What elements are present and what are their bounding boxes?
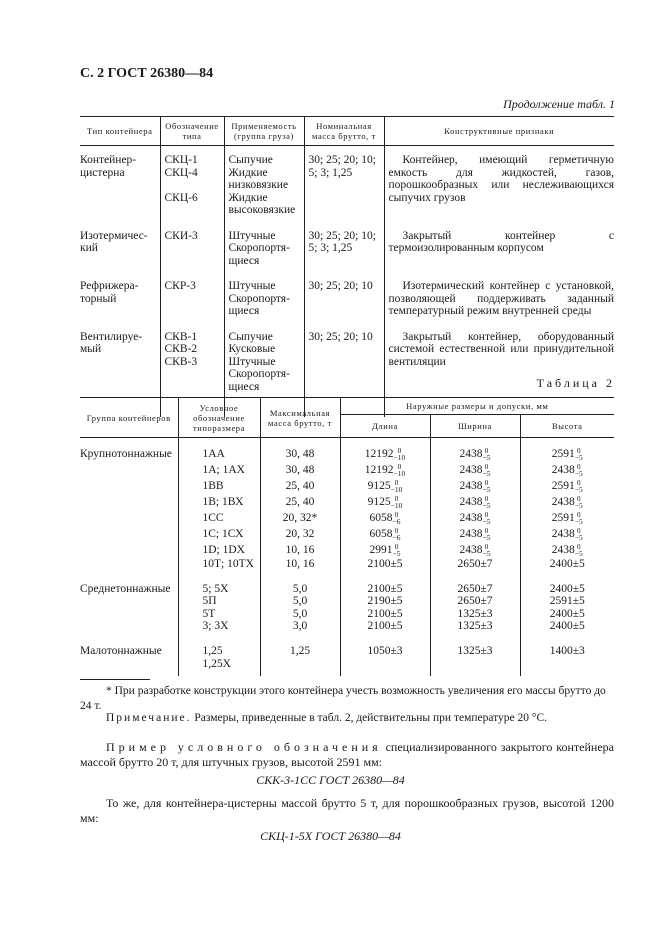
t2-width-lower: −5 (482, 517, 491, 527)
t2-height-tolerance (575, 543, 583, 557)
t2-width-tolerance (483, 447, 491, 461)
example-label: Пример условного обозначения (106, 740, 382, 754)
t2-height-base: 2438 (551, 544, 575, 556)
t2-cell-width (430, 542, 520, 558)
t1-type-line: Изотермичес- (80, 229, 148, 242)
t2-header-dims: Наружные размеры и допуски, мм (340, 398, 614, 415)
t2-length-base: 2190±5 (367, 595, 403, 608)
t2-cell-height (520, 542, 614, 558)
t2-header-height: Высота (520, 415, 614, 438)
t2-cell-length (340, 462, 430, 478)
t1-type-line: цистерна (80, 166, 125, 179)
t2-length-base: 2100±5 (367, 558, 403, 570)
t2-width-upper: 0 (484, 478, 489, 488)
t2-cell-length (340, 478, 430, 494)
t2-height-base: 2438 (551, 464, 575, 476)
t2-cell-group (80, 542, 178, 558)
t2-height-base: 2400±5 (549, 582, 585, 595)
t1-header-usage: Применяемость (группа груза) (224, 117, 304, 146)
t2-cell-mass: 30, 48 (260, 438, 340, 463)
t2-height-base: 2591 (551, 448, 575, 460)
t2-cell-group (80, 608, 178, 621)
t2-height-base: 2400±5 (549, 607, 585, 620)
t1-cell-code (160, 146, 224, 217)
t2-length-base: 2991 (369, 544, 393, 556)
designation-2: СКЦ-1-5Х ГОСТ 26380—84 (260, 829, 401, 843)
t2-cell-designation: 1СС (178, 510, 260, 526)
t2-length-upper: 0 (397, 462, 402, 472)
t1-usage-line: Жидкие (228, 191, 268, 204)
t1-usage-line: Сыпучие (228, 154, 273, 166)
t1-code-line: СКЦ-1 (164, 154, 198, 166)
t2-length-base: 2100±5 (367, 582, 403, 595)
t1-usage-line: высоковязкие (228, 204, 296, 216)
t2-height-base: 2438 (551, 496, 575, 508)
t1-cell-features: Контейнер, имеющий герметичную емкость для жидкостей, газов, порошкообразных или неслеживающихся сыпучих грузов (384, 146, 614, 217)
t2-cell-mass: 20, 32 (260, 526, 340, 542)
t2-cell-mass: 10, 16 (260, 542, 340, 558)
note-text: Размеры, приведенные в табл. 2, действительны при температуре 20 °С. (191, 712, 548, 724)
t2-cell-height (520, 620, 614, 633)
t2-height-lower: −5 (574, 453, 583, 463)
t2-cell-group: Малотоннажные (80, 644, 162, 657)
t2-length-base: 2100±5 (367, 607, 403, 620)
t2-length-base: 12192 (364, 448, 394, 460)
t1-usage-line: Скоропортя- (228, 292, 290, 305)
t2-width-base: 2438 (459, 496, 483, 508)
t2-length-upper: 0 (397, 446, 402, 456)
t1-cell-mass (304, 146, 384, 217)
t1-cell-type (80, 217, 160, 268)
t2-width-lower: −5 (482, 549, 491, 559)
t2-cell-width (430, 595, 520, 608)
t2-cell-height (520, 571, 614, 596)
t2-length-upper: 0 (394, 494, 399, 504)
t1-mass-line: 5; 3; 1,25 (308, 166, 353, 179)
t2-row (80, 633, 614, 676)
t1-row (80, 267, 614, 318)
t2-row (80, 462, 614, 478)
t1-usage-line: Скоропортя- (228, 368, 290, 380)
t2-cell-width (430, 438, 520, 463)
t2-length-lower: −10 (393, 453, 406, 463)
t2-cell-designation: 10Т; 10ТХ (178, 558, 260, 571)
t2-cell-group (80, 494, 178, 510)
t2-cell-group (80, 620, 178, 633)
t2-width-tolerance (483, 463, 491, 477)
t1-code-line: СКВ-3 (164, 355, 198, 368)
t2-height-base: 2438 (551, 528, 575, 540)
t2-des-line: 1,25Х (202, 657, 231, 670)
t2-length-upper: 0 (394, 526, 399, 536)
t2-cell-width (430, 571, 520, 596)
t2-cell-height (520, 608, 614, 621)
t2-width-base: 1325±3 (457, 607, 493, 620)
t2-cell-designation: 1В; 1ВХ (178, 494, 260, 510)
t1-cell-usage (224, 217, 304, 268)
t1-usage-line: щиеся (228, 305, 260, 317)
t1-cell-type (80, 267, 160, 318)
t2-height-lower: −5 (574, 501, 583, 511)
t1-usage-line: Штучные (228, 280, 276, 292)
t2-length-tolerance (394, 463, 406, 477)
t2-height-upper: 0 (576, 526, 581, 536)
t2-length-tolerance (393, 543, 401, 557)
t1-type-line: мый (80, 343, 102, 355)
t2-cell-designation: 3; 3Х (178, 620, 260, 633)
table-1 (80, 116, 614, 417)
note (80, 712, 614, 724)
t2-width-upper: 0 (484, 494, 489, 504)
t2-width-base: 2438 (459, 512, 483, 524)
t1-header-features: Конструктивные признаки (384, 117, 614, 146)
t2-height-lower: −5 (574, 533, 583, 543)
t2-cell-mass: 30, 48 (260, 462, 340, 478)
t2-cell-length (340, 438, 430, 463)
t2-header-mass: Максимальная масса брутто, т (260, 398, 340, 438)
t2-length-tolerance (391, 495, 403, 509)
t2-width-tolerance (483, 495, 491, 509)
t2-cell-group (80, 510, 178, 526)
t2-cell-designation: 5П (178, 595, 260, 608)
t1-mass-line: 30; 25; 20; 10; (308, 154, 376, 166)
t2-height-lower: −5 (574, 485, 583, 495)
t2-row (80, 620, 614, 633)
t2-width-base: 2650±7 (457, 595, 493, 608)
t2-cell-height (520, 462, 614, 478)
t2-cell-height (520, 595, 614, 608)
t2-cell-group: Среднетоннажные (80, 582, 171, 595)
t1-mass-line: 30; 25; 20; 10; (308, 229, 376, 242)
t2-width-base: 2650±7 (457, 582, 493, 595)
t1-code-line: СКИ-3 (164, 229, 198, 242)
t2-height-tolerance (575, 479, 583, 493)
t1-type-line: Вентилируе- (80, 330, 143, 343)
t2-height-tolerance (575, 511, 583, 525)
t2-cell-length (340, 620, 430, 633)
t2-cell-height (520, 558, 614, 571)
table-2-caption: Таблица 2 (536, 376, 615, 390)
t2-length-base: 9125 (367, 496, 391, 508)
t2-row (80, 571, 614, 596)
t2-row (80, 526, 614, 542)
t1-usage-line: Жидкие (228, 166, 268, 179)
t2-cell-group (80, 595, 178, 608)
t2-width-tolerance (483, 543, 491, 557)
t2-cell-designation (178, 633, 260, 676)
t2-cell-height (520, 510, 614, 526)
page-header: С. 2 ГОСТ 26380—84 (80, 66, 214, 81)
t2-row (80, 510, 614, 526)
t2-width-upper: 0 (484, 462, 489, 472)
t2-row (80, 542, 614, 558)
t2-width-lower: −5 (482, 453, 491, 463)
t2-cell-designation: 1А; 1АХ (178, 462, 260, 478)
t2-body (80, 438, 614, 677)
t1-code-line: СКЦ-4 (164, 166, 198, 179)
t1-mass-line: 30; 25; 20; 10 (308, 280, 373, 292)
t2-length-lower: −6 (392, 533, 401, 543)
t2-header-designation: Условное обозначение типоразмера (178, 398, 260, 438)
t2-height-tolerance (575, 527, 583, 541)
t2-height-lower: −5 (574, 549, 583, 559)
t2-cell-height (520, 438, 614, 463)
t2-height-upper: 0 (576, 542, 581, 552)
t1-usage-line: щиеся (228, 380, 260, 393)
t1-usage-line: щиеся (228, 254, 260, 267)
t2-height-base: 2591 (551, 480, 575, 492)
t1-header-type: Тип контейнера (80, 117, 160, 146)
t2-cell-designation: 1D; 1DX (178, 542, 260, 558)
t2-width-base: 2438 (459, 448, 483, 460)
t2-height-base: 2400±5 (549, 620, 585, 633)
t2-cell-mass: 25, 40 (260, 478, 340, 494)
t2-length-upper: 0 (394, 478, 399, 488)
t2-cell-height (520, 526, 614, 542)
t2-row (80, 608, 614, 621)
t1-usage-line: Штучные (228, 229, 276, 242)
t1-code-line (165, 179, 220, 192)
t2-cell-mass: 3,0 (260, 620, 340, 633)
t2-cell-mass: 20, 32* (260, 510, 340, 526)
t1-cell-mass (304, 267, 384, 318)
t2-cell-width (430, 478, 520, 494)
t2-cell-mass: 5,0 (260, 595, 340, 608)
t2-width-base: 1325±3 (457, 644, 493, 657)
t2-cell-mass: 5,0 (260, 571, 340, 596)
t2-cell-length (340, 526, 430, 542)
t2-length-upper: 0 (394, 542, 399, 552)
t1-usage-line: Скоропортя- (228, 242, 290, 254)
t2-cell-width (430, 494, 520, 510)
t1-cell-features: Закрытый контейнер с термоизолированным корпусом (384, 217, 614, 268)
t2-height-base: 1400±3 (549, 644, 585, 657)
t2-cell-width (430, 558, 520, 571)
t1-cell-usage (224, 267, 304, 318)
t1-header-code: Обозначение типа (160, 117, 224, 146)
t2-length-tolerance (394, 447, 406, 461)
t2-row (80, 558, 614, 571)
t1-body (80, 146, 614, 418)
t2-header-width: Ширина (430, 415, 520, 438)
t2-cell-group (80, 478, 178, 494)
t1-cell-features: Закрытый контейнер, оборудованный системой естественной или принудительной вентиляции (384, 318, 614, 418)
t2-header-length: Длина (340, 415, 430, 438)
t1-code-line: СКВ-1 (164, 330, 198, 343)
footnote: * При разработке конструкции этого контейнера учесть возможность увеличения его массы брутто до 24 т. (80, 685, 606, 712)
t2-height-upper: 0 (576, 494, 581, 504)
t1-cell-features: Изотермический контейнер с установкой, позволяющей поддерживать заданный температурный режим внутренней среды (384, 267, 614, 318)
t2-height-tolerance (575, 495, 583, 509)
note-label: Примечание. (106, 712, 192, 724)
t2-row (80, 478, 614, 494)
t1-cell-type (80, 146, 160, 217)
t2-cell-designation: 1С; 1СХ (178, 526, 260, 542)
t1-type-line: Контейнер- (80, 154, 137, 166)
t2-cell-length (340, 608, 430, 621)
t1-usage-line: низковязкие (228, 179, 289, 191)
t1-cell-mass (304, 217, 384, 268)
t2-width-upper: 0 (484, 542, 489, 552)
example-paragraph (80, 740, 614, 770)
t2-cell-group (80, 526, 178, 542)
t2-cell-designation: 1ВВ (178, 478, 260, 494)
t2-cell-length (340, 510, 430, 526)
t2-length-base: 12192 (364, 464, 394, 476)
t2-row (80, 494, 614, 510)
t1-code-line: СКЦ-6 (164, 191, 198, 204)
t2-cell-width (430, 633, 520, 676)
t2-des-line: 1,25 (202, 644, 223, 657)
t2-height-upper: 0 (576, 446, 581, 456)
t2-length-lower: −6 (392, 517, 401, 527)
t1-cell-code (160, 267, 224, 318)
t2-width-base: 2438 (459, 480, 483, 492)
t1-mass-line: 5; 3; 1,25 (308, 242, 353, 254)
t2-cell-designation: 5Т (178, 608, 260, 621)
t2-width-upper: 0 (484, 526, 489, 536)
t1-cell-usage (224, 146, 304, 217)
t2-width-base: 2650±7 (457, 558, 493, 570)
t2-cell-height (520, 494, 614, 510)
t2-width-base: 2438 (459, 464, 483, 476)
t2-width-lower: −5 (482, 469, 491, 479)
t2-header-group: Группа контейнеров (80, 398, 178, 438)
t2-cell-width (430, 510, 520, 526)
t2-height-base: 2591 (551, 512, 575, 524)
t2-cell-length (340, 571, 430, 596)
t2-height-base: 2591±5 (549, 595, 585, 608)
t1-mass-line: 30; 25; 20; 10 (308, 330, 373, 343)
t2-cell-group (80, 558, 178, 571)
t2-width-tolerance (483, 527, 491, 541)
t2-cell-designation: 1АА (178, 438, 260, 463)
t2-cell-mass: 25, 40 (260, 494, 340, 510)
t2-width-lower: −5 (482, 485, 491, 495)
t2-cell-length (340, 558, 430, 571)
designation-1: СКК-3-1СС ГОСТ 26380—84 (256, 773, 405, 787)
t2-length-lower: −10 (390, 485, 403, 495)
t1-type-line: кий (80, 242, 98, 254)
continuation-label: Продолжение табл. 1 (503, 97, 615, 111)
t2-width-base: 2438 (459, 544, 483, 556)
t2-width-lower: −5 (482, 533, 491, 543)
t2-length-base: 6058 (369, 528, 393, 540)
t2-cell-length (340, 595, 430, 608)
t1-usage-line: Сыпучие (228, 330, 273, 343)
t2-cell-width (430, 620, 520, 633)
t2-length-lower: −10 (390, 501, 403, 511)
t2-cell-mass: 1,25 (260, 633, 340, 676)
t2-cell-mass: 10, 16 (260, 558, 340, 571)
t1-type-line: Рефрижера- (80, 280, 139, 292)
t2-length-base: 1050±3 (367, 644, 403, 657)
t2-cell-width (430, 462, 520, 478)
t2-height-upper: 0 (576, 478, 581, 488)
t1-usage-line: Штучные (228, 355, 276, 368)
t2-cell-group (80, 462, 178, 478)
t2-height-lower: −5 (574, 469, 583, 479)
t1-type-line: торный (80, 292, 117, 305)
t2-cell-width (430, 608, 520, 621)
t2-height-tolerance (575, 447, 583, 461)
t2-length-tolerance (393, 511, 401, 525)
t2-cell-width (430, 526, 520, 542)
same-paragraph: То же, для контейнера-цистерны массой брутто 5 т, для порошкообразных грузов, высотой 1200 мм: (80, 796, 614, 825)
footnote-rule (80, 679, 150, 680)
t1-header-mass: Номинальная масса брутто, т (304, 117, 384, 146)
table-2 (80, 397, 614, 676)
t2-length-tolerance (393, 527, 401, 541)
t2-row (80, 438, 614, 463)
t2-length-lower: −10 (393, 469, 406, 479)
t1-row (80, 146, 614, 217)
t1-row (80, 217, 614, 268)
t2-width-base: 2438 (459, 528, 483, 540)
t2-width-upper: 0 (484, 446, 489, 456)
t2-length-lower: −5 (392, 549, 401, 559)
t1-code-line: СКВ-2 (164, 343, 198, 355)
t2-length-base: 6058 (369, 512, 393, 524)
t2-width-tolerance (483, 511, 491, 525)
t2-length-base: 2100±5 (367, 620, 403, 633)
t1-usage-line: Кусковые (228, 343, 276, 355)
t2-length-base: 9125 (367, 480, 391, 492)
t2-cell-height (520, 478, 614, 494)
t2-cell-designation: 5; 5Х (178, 571, 260, 596)
t2-length-upper: 0 (394, 510, 399, 520)
t2-height-lower: −5 (574, 517, 583, 527)
t2-cell-mass: 5,0 (260, 608, 340, 621)
t2-cell-length (340, 494, 430, 510)
t2-cell-length (340, 542, 430, 558)
t2-row (80, 595, 614, 608)
t2-cell-length (340, 633, 430, 676)
t2-width-upper: 0 (484, 510, 489, 520)
t2-height-upper: 0 (576, 462, 581, 472)
t2-width-lower: −5 (482, 501, 491, 511)
t2-height-upper: 0 (576, 510, 581, 520)
t2-height-base: 2400±5 (549, 558, 585, 570)
t2-height-tolerance (575, 463, 583, 477)
t1-code-line: СКР-3 (164, 280, 196, 292)
t2-width-base: 1325±3 (457, 620, 493, 633)
t2-cell-group: Крупнотоннажные (80, 448, 172, 460)
example-text: специализированного закрытого контейнера массой брутто 20 т, для штучных грузов, высотой 2591 мм: (80, 740, 614, 769)
t1-cell-code (160, 217, 224, 268)
t2-width-tolerance (483, 479, 491, 493)
t2-cell-height (520, 633, 614, 676)
t2-length-tolerance (391, 479, 403, 493)
